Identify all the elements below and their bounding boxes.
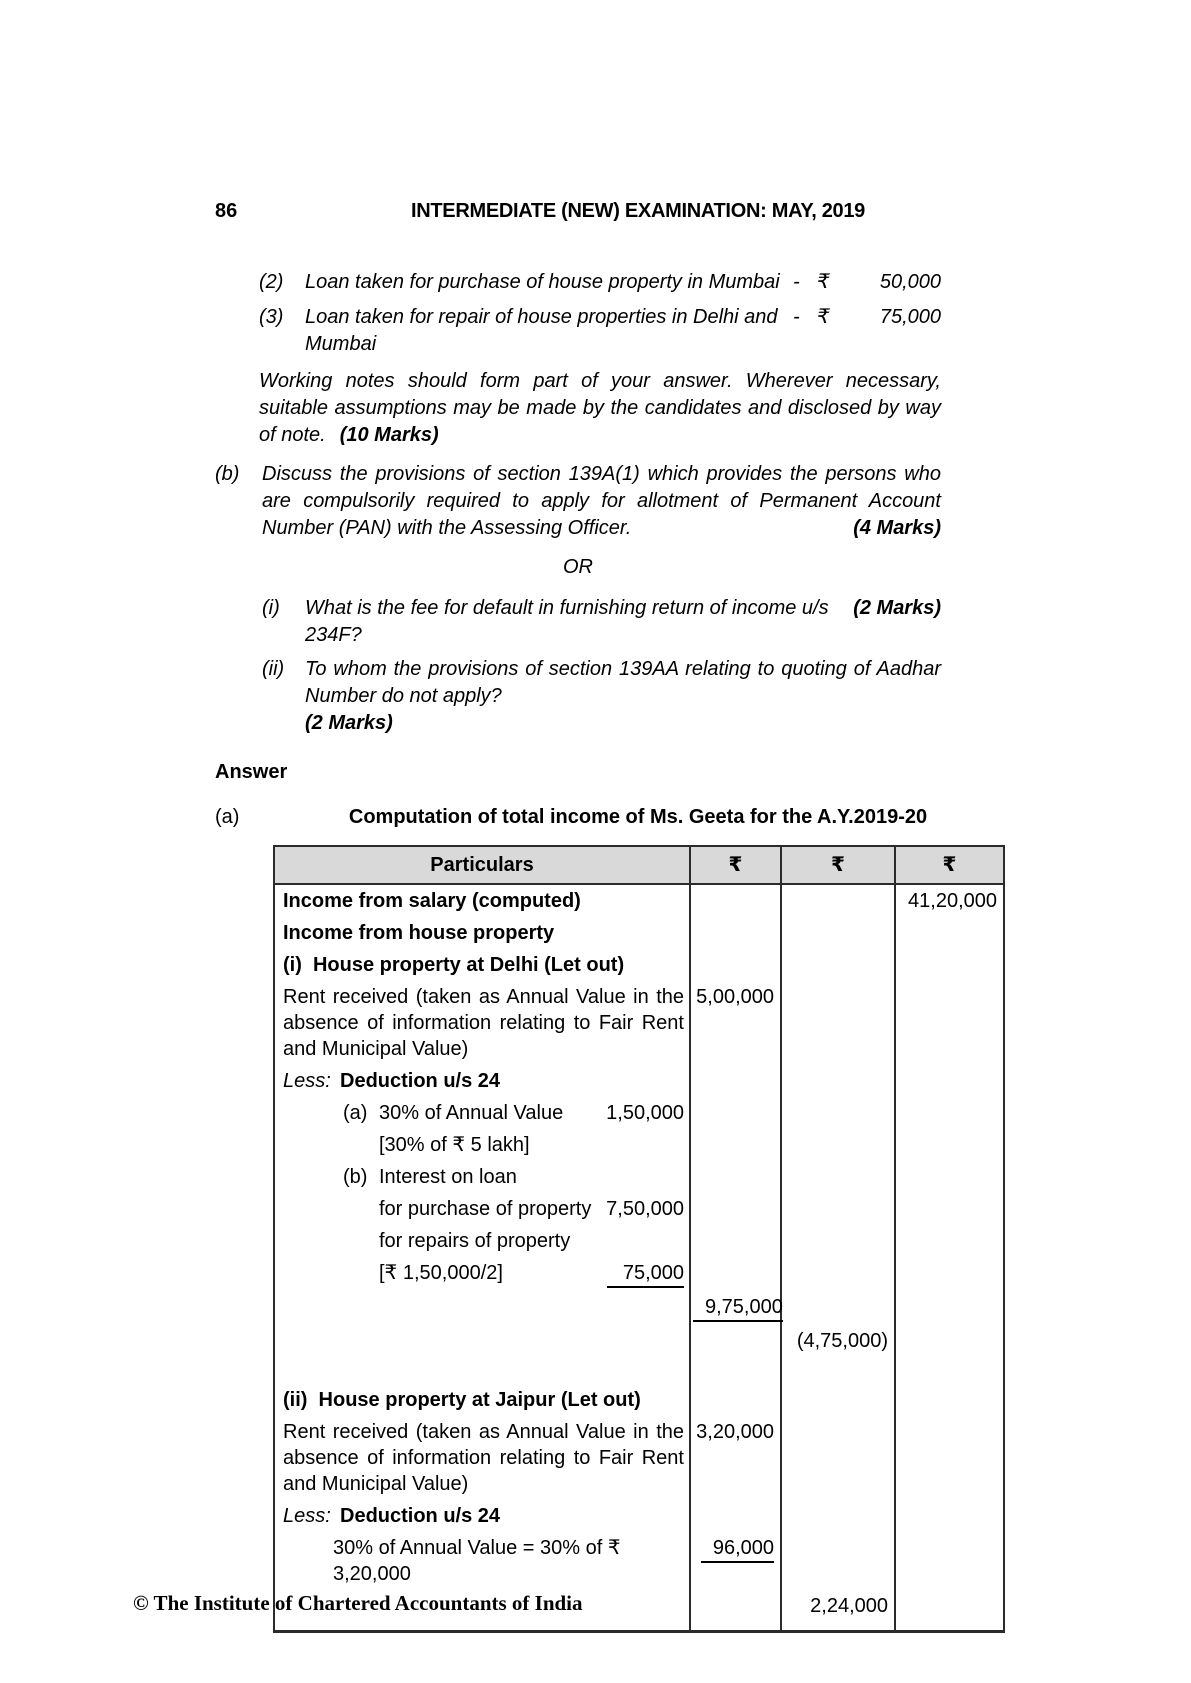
amount-cell (781, 1193, 895, 1225)
computation-table-body (274, 884, 1004, 1632)
amount-cell (690, 1291, 781, 1325)
amount-cell (690, 1257, 781, 1291)
rupee-symbol: ₹ (817, 271, 830, 293)
table-row (274, 1532, 1004, 1590)
amount-cell (895, 1416, 1004, 1500)
alt-ii-label: (ii) (262, 658, 285, 680)
cell-text: Interest on loan (379, 1166, 517, 1188)
amount-cell (895, 1590, 1004, 1632)
particulars-cell (274, 1500, 690, 1532)
cell-text: 9,75,000 (693, 1294, 783, 1322)
table-row (274, 1161, 1004, 1193)
item-label: (3) (259, 306, 284, 328)
amount-cell (895, 949, 1004, 981)
alt-question-i (262, 595, 941, 649)
amount-cell (781, 1097, 895, 1129)
amount-cell (895, 1532, 1004, 1590)
table-row (274, 949, 1004, 981)
particulars-cell (274, 981, 690, 1065)
marks-10: (10 Marks) (339, 424, 439, 446)
cell-text: Deduction u/s 24 (340, 1505, 501, 1527)
amount-cell (895, 1193, 1004, 1225)
table-row (274, 1129, 1004, 1161)
particulars-cell (274, 917, 690, 949)
amount-cell (781, 1065, 895, 1097)
amount-cell (895, 1065, 1004, 1097)
part-b-body (262, 461, 941, 542)
cell-text: (4,75,000) (796, 1330, 888, 1352)
table-row (274, 1357, 1004, 1416)
alt-i-text: What is the fee for default in furnishing return of income u/s 234F? (305, 597, 829, 646)
cell-text: [30% of ₹ 5 lakh] (379, 1134, 530, 1156)
amount-cell (781, 917, 895, 949)
page-title: INTERMEDIATE (NEW) EXAMINATION: MAY, 2019 (410, 200, 866, 222)
table-row (274, 1500, 1004, 1532)
amount-cell (781, 1590, 895, 1632)
amount-cell (690, 884, 781, 917)
table-row (274, 1291, 1004, 1325)
marks-2b: (2 Marks) (305, 712, 393, 734)
amount-cell (690, 1325, 781, 1357)
item-dash: - (793, 271, 800, 293)
alt-i-label: (i) (262, 597, 280, 619)
cell-text: 5,00,000 (696, 986, 774, 1008)
particulars-cell (274, 1416, 690, 1500)
working-notes (259, 368, 941, 449)
particulars-cell (274, 1161, 690, 1193)
particulars-cell (274, 1065, 690, 1097)
cell-text: for purchase of property (379, 1198, 592, 1220)
computation-table (273, 845, 1005, 1633)
amount-cell (781, 981, 895, 1065)
part-b-text: Discuss the provisions of section 139A(1) which provides the persons who are compulsorily required to apply for allotment of Permanent Account Number (PAN) with the Assessing Officer. (262, 463, 941, 539)
alt-ii-text: To whom the provisions of section 139AA relating to quoting of Aadhar Number do not apply? (305, 658, 941, 707)
loan-item-2 (259, 269, 941, 296)
amount-cell (781, 1291, 895, 1325)
amount-cell (690, 1532, 781, 1590)
particulars-cell (274, 1325, 690, 1357)
particulars-cell (274, 1193, 690, 1225)
table-row (274, 1193, 1004, 1225)
rupee-symbol: ₹ (817, 306, 830, 328)
particulars-cell (274, 1532, 690, 1590)
page-number: 86 (215, 200, 238, 222)
cell-text: Rent received (taken as Annual Value in the absence of information relating to Fair Rent and Municipal Value) (283, 1421, 684, 1495)
particulars-cell (274, 1225, 690, 1257)
part-b-label: (b) (215, 463, 240, 485)
item-text: Loan taken for purchase of house property in Mumbai (305, 271, 780, 293)
cell-text: 7,50,000 (606, 1198, 684, 1220)
particulars-cell (274, 1357, 690, 1416)
amount-cell (895, 1161, 1004, 1193)
table-row (274, 917, 1004, 949)
answer-heading: Answer (215, 761, 288, 783)
amount-cell (895, 981, 1004, 1065)
amount-cell (895, 1129, 1004, 1161)
cell-text: (ii) House property at Jaipur (Let out) (283, 1389, 641, 1411)
question-section (215, 269, 941, 737)
cell-text: 1,50,000 (606, 1102, 684, 1124)
cell-text: Less: (283, 1070, 331, 1092)
amount-cell (895, 1500, 1004, 1532)
amount-cell (895, 884, 1004, 917)
item-label: (2) (259, 271, 284, 293)
item-text: Loan taken for repair of house properties in Delhi and Mumbai (305, 306, 778, 355)
cell-text: Deduction u/s 24 (340, 1070, 501, 1092)
amount-cell (781, 1325, 895, 1357)
amount-cell (690, 1416, 781, 1500)
marks-2a: (2 Marks) (853, 597, 941, 619)
computation-title: Computation of total income of Ms. Geeta for the A.Y.2019-20 (348, 806, 928, 828)
particulars-cell (274, 1097, 690, 1129)
amount-cell (690, 1225, 781, 1257)
particulars-cell (274, 949, 690, 981)
amount-cell (781, 1225, 895, 1257)
header-particulars: Particulars (274, 846, 690, 884)
cell-text: 30% of Annual Value = 30% of ₹ 3,20,000 (333, 1537, 621, 1585)
amount-cell (781, 1532, 895, 1590)
alt-ii-body (305, 656, 941, 737)
particulars-cell (274, 884, 690, 917)
table-row (274, 1416, 1004, 1500)
particulars-cell (274, 1291, 690, 1325)
amount-cell (690, 1357, 781, 1416)
loan-item-3 (259, 304, 941, 358)
answer-part-a (215, 804, 941, 831)
amount-cell (781, 949, 895, 981)
table-header-row (274, 846, 1004, 884)
amount-cell (690, 1097, 781, 1129)
amount-cell (895, 917, 1004, 949)
question-part-b (215, 461, 941, 542)
header-rupee-1: ₹ (690, 846, 781, 884)
working-notes-text: Working notes should form part of your answer. Wherever necessary, suitable assumptions may be made by the candidates and disclosed by way of note. (259, 370, 941, 446)
amount-cell (690, 1500, 781, 1532)
amount-cell (690, 1161, 781, 1193)
page-header (215, 198, 941, 225)
or-divider: OR (563, 556, 593, 578)
header-rupee-3: ₹ (895, 846, 1004, 884)
amount-cell (895, 1257, 1004, 1291)
cell-text: Income from salary (computed) (283, 890, 581, 912)
amount-cell (690, 981, 781, 1065)
table-row (274, 884, 1004, 917)
table-row (274, 1097, 1004, 1129)
cell-text: (a) (343, 1102, 368, 1124)
cell-text: Income from house property (283, 922, 555, 944)
cell-text: 41,20,000 (908, 890, 997, 912)
cell-text: 3,20,000 (696, 1421, 774, 1443)
amount-cell (895, 1325, 1004, 1357)
amount-cell (690, 1590, 781, 1632)
amount-cell (781, 884, 895, 917)
marks-4: (4 Marks) (853, 517, 941, 539)
alt-question-ii (262, 656, 941, 737)
particulars-cell (274, 1129, 690, 1161)
amount-cell (781, 1257, 895, 1291)
amount-cell (781, 1357, 895, 1416)
amount-cell (690, 1129, 781, 1161)
item-amount: 75,000 (879, 306, 941, 328)
amount-cell (690, 917, 781, 949)
item-dash: - (793, 306, 800, 328)
table-row (274, 1257, 1004, 1291)
item-amount: 50,000 (879, 271, 941, 293)
particulars-cell (274, 1257, 690, 1291)
cell-text: Less: (283, 1505, 331, 1527)
amount-cell (781, 1129, 895, 1161)
amount-cell (895, 1097, 1004, 1129)
table-row (274, 1065, 1004, 1097)
amount-cell (895, 1291, 1004, 1325)
cell-text: 2,24,000 (810, 1595, 888, 1617)
header-rupee-2: ₹ (781, 846, 895, 884)
table-row (274, 1225, 1004, 1257)
cell-text: 75,000 (607, 1260, 684, 1288)
answer-a-label: (a) (215, 806, 240, 828)
amount-cell (690, 949, 781, 981)
table-row (274, 1325, 1004, 1357)
cell-text: (i) House property at Delhi (Let out) (283, 954, 625, 976)
cell-text: [₹ 1,50,000/2] (379, 1262, 503, 1284)
cell-text: Rent received (taken as Annual Value in the absence of information relating to Fair Rent and Municipal Value) (283, 986, 684, 1060)
copyright-footer: © The Institute of Chartered Accountants of India (133, 1591, 583, 1615)
table-row (274, 981, 1004, 1065)
cell-text: for repairs of property (379, 1230, 571, 1252)
cell-text: 30% of Annual Value (379, 1102, 564, 1124)
cell-text: (b) (343, 1166, 368, 1188)
amount-cell (895, 1225, 1004, 1257)
amount-cell (781, 1161, 895, 1193)
amount-cell (781, 1500, 895, 1532)
amount-cell (690, 1193, 781, 1225)
cell-text: 96,000 (701, 1535, 774, 1563)
amount-cell (895, 1357, 1004, 1416)
amount-cell (690, 1065, 781, 1097)
amount-cell (781, 1416, 895, 1500)
